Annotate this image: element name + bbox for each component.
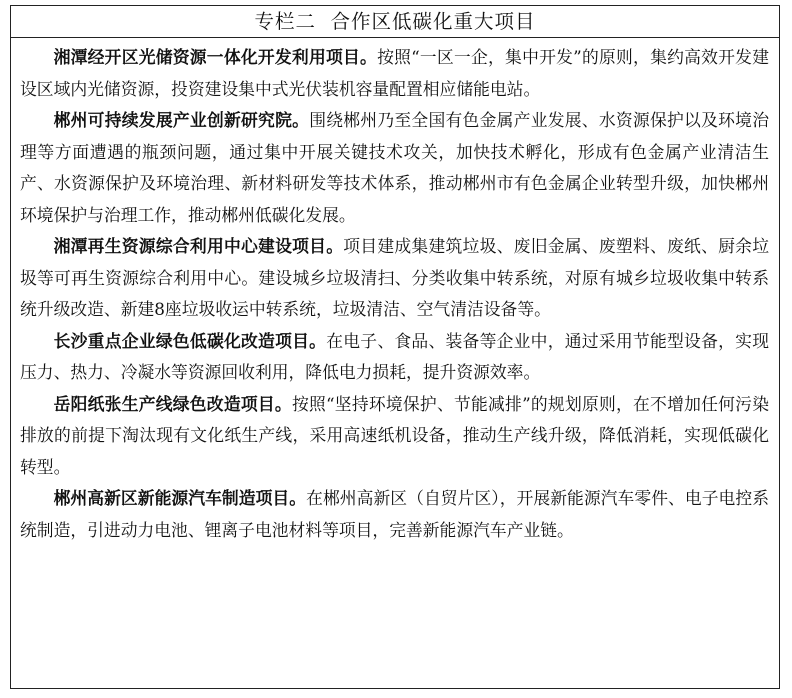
project-heading: 郴州可持续发展产业创新研究院。 (53, 110, 310, 130)
project-heading: 湘潭经开区光储资源一体化开发利用项目。 (53, 47, 378, 67)
box-body (11, 38, 779, 546)
box-title: 专栏二 合作区低碳化重大项目 (11, 6, 779, 38)
project-item-chenzhou-ev (20, 483, 769, 546)
project-text: 项目建成集建筑垃圾、废旧金属、废塑料、废纸、厨余垃圾等可再生资源综合利用中心。建设城乡垃圾清扫、分类收集中转系统，对原有城乡垃圾收集中转系统升级改造、新建8座垃圾收运中转系统，垃圾清洁、空气清洁设备等。 (20, 236, 769, 319)
project-text: 围绕郴州乃至全国有色金属产业发展、水资源保护以及环境治理等方面遭遇的瓶颈问题，通过集中开展关键技术攻关，加快技术孵化，形成有色金属产业清洁生产、水资源保护及环境治理、新材料研发等技术体系，推动郴州市有色金属企业转型升级，加快郴州环境保护与治理工作，推动郴州低碳化发展。 (20, 110, 769, 225)
project-heading: 岳阳纸张生产线绿色改造项目。 (53, 393, 292, 414)
project-text: 在郴州高新区（自贸片区），开展新能源汽车零件、电子电控系统制造，引进动力电池、锂离子电池材料等项目，完善新能源汽车产业链。 (20, 488, 769, 540)
project-heading: 郴州高新区新能源汽车制造项目。 (53, 488, 307, 508)
project-text: 按照“一区一企，集中开发”的原则，集约高效开发建设区域内光储资源，投资建设集中式光伏装机容量配置相应储能电站。 (20, 47, 769, 99)
project-item-chenzhou-institute (20, 105, 769, 231)
project-heading: 湘潭再生资源综合利用中心建设项目。 (53, 236, 344, 256)
project-text: 在电子、食品、装备等企业中，通过采用节能型设备，实现压力、热力、冷凝水等资源回收利用，降低电力损耗，提升资源效率。 (20, 330, 769, 382)
project-box (10, 5, 780, 689)
project-item-xiangtan-recycling (20, 231, 769, 326)
project-text: 按照“坚持环境保护、节能减排”的规划原则，在不增加任何污染排放的前提下淘汰现有文化纸生产线，采用高速纸机设备，推动生产线升级，降低消耗，实现低碳化转型。 (20, 393, 769, 477)
project-item-changsha-green (20, 326, 769, 389)
project-item-yueyang-paper (20, 389, 769, 484)
project-item-xiangtan-solar (20, 42, 769, 105)
project-heading: 长沙重点企业绿色低碳化改造项目。 (53, 330, 327, 351)
